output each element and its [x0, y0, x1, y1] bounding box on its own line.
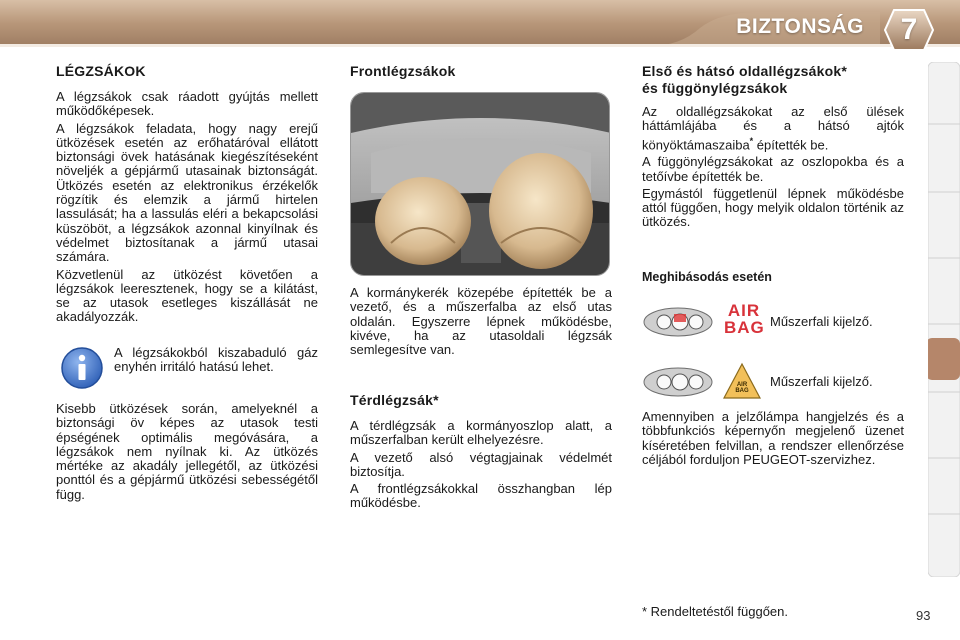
column-knee-airbag: [350, 392, 612, 514]
info-icon: [60, 346, 104, 390]
airbag-photo: [350, 92, 610, 276]
section-heading-side-airbags: [642, 63, 904, 97]
paragraph: A kormánykerék közepébe építették be a vezető, és a műszerfalba az első utas oldalán. Egyszerre lépnek működésbe, kivéve, ha az utasoldali légzsák semlegesítve van.: [350, 285, 612, 358]
airbag-triangle-text: AIR BAG: [735, 382, 749, 394]
paragraph: A vezető alsó végtagjainak védelmét biztosítja.: [350, 449, 612, 479]
page-number: 93: [916, 608, 931, 623]
chapter-number: 7: [900, 13, 918, 46]
info-text: A légzsákokból kiszabaduló gáz enyhén irritáló hatású lehet.: [114, 345, 318, 375]
heading-line: és függönylégzsákok: [642, 80, 788, 96]
section-heading-knee-airbag: Térdlégzsák*: [350, 392, 439, 408]
paragraph: A függönylégzsákokat az oszlopokba és a tetőívbe építették be.: [642, 154, 904, 184]
section-heading-front-airbags: Frontlégzsákok: [350, 63, 456, 79]
column-front-airbags: [350, 63, 612, 90]
section-heading-airbags: LÉGZSÁKOK: [56, 63, 146, 79]
footnote: * Rendeltetéstől függően.: [642, 604, 788, 619]
column-front-airbags-text: [350, 286, 612, 360]
column-malfunction-text: [642, 410, 904, 470]
footnote-mark: *: [749, 135, 754, 146]
heading-line: Első és hátsó oldallégzsákok*: [642, 63, 847, 79]
paragraph: A térdlégzsák a kormányoszlop alatt, a műszerfalban került elhelyezésre.: [350, 418, 612, 448]
column-airbags-intro: [56, 63, 318, 328]
info-note: [56, 342, 318, 398]
subheading-malfunction: Meghibásodás esetén: [642, 270, 772, 284]
dashboard-indicator-row: [642, 300, 904, 344]
chapter-side-tabs: [928, 62, 960, 577]
paragraph: A légzsákok csak ráadott gyújtás mellett működőképesek.: [56, 89, 318, 119]
paragraph: Közvetlenül az ütközést követően a légzsákok leeresztenek, hogy se a kilátást, se az utasok esetleges kiszállását ne akadályozzák.: [56, 266, 318, 325]
dashboard-indicator-row: [642, 360, 904, 404]
paragraph: Egymástól függetlenül lépnek működésbe attól függően, hogy melyik oldalon történik az ütközés.: [642, 185, 904, 230]
column-airbags-minor: [56, 402, 318, 505]
dashboard-label: Műszerfali kijelző.: [770, 374, 873, 389]
column-side-airbags: [642, 63, 904, 233]
paragraph: Az oldallégzsákokat az első ülések háttámlájába és a hátsó ajtók könyöktámaszaiba* építették be.: [642, 104, 904, 152]
page-title: BIZTONSÁG: [736, 15, 864, 38]
dashboard-label: Műszerfali kijelző.: [770, 314, 873, 329]
paragraph: Amennyiben a jelzőlámpa hangjelzés és a többfunkciós képernyőn megjelenő üzenet kíséretében felvillan, a rendszer ellenőrzése céljából forduljon PEUGEOT-szervizhez.: [642, 409, 904, 467]
paragraph: A légzsákok feladata, hogy nagy erejű ütközések esetén az erőhatáróval ellátott biztonsági övek hatásának kiegészítéseként növeljék a gépjármű utasainak biztonságát. Ütközés esetén az elektronikus érzékelők rögzítik és elemzik a jármű hirtelen lassulását; ha a lassulás eléri a bekapcsolási küszöböt, a légzsákok azonnal kinyílnak és védelmet biztosítanak a jármű utasai számára.: [56, 120, 318, 265]
malfunction-subheading-block: [642, 270, 904, 284]
paragraph: A frontlégzsákokkal összhangban lép működésbe.: [350, 481, 612, 511]
paragraph: Kisebb ütközések során, amelyeknél a biztonsági öv képes az utasok testi épségének optimális megóvására, a légzsákok nem nyílnak ki. Az ütközés mértéke az akadály jellegétől, az ütközési ponttól és a gépjármű ütközési sebességétől függ.: [56, 401, 318, 502]
airbag-warning-icon: AIR BAG: [724, 301, 765, 337]
